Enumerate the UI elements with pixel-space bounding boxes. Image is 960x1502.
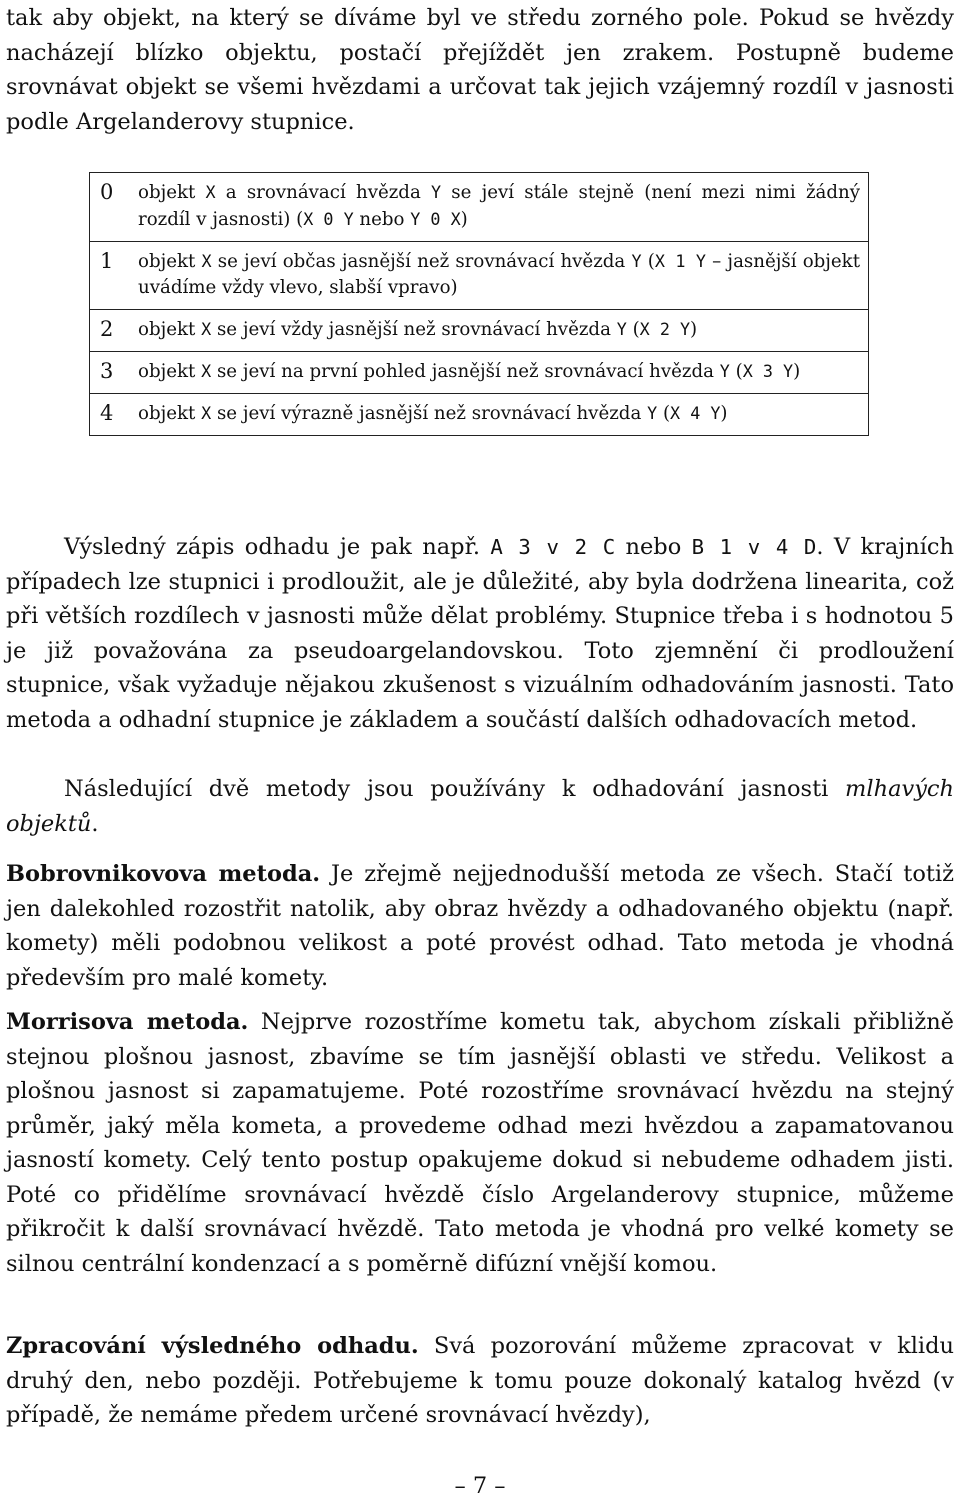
- text-run: (: [626, 319, 640, 340]
- text-run: se jeví výrazně jasnější než srovnávací hvězda: [211, 403, 648, 424]
- code-text: X 2 Y: [639, 319, 691, 339]
- code-text: X: [205, 182, 216, 202]
- text-run: (: [657, 403, 671, 424]
- code-text: X: [201, 403, 212, 423]
- text-run: se jeví na první pohled jasnější než srovnávací hvězda: [211, 361, 720, 382]
- text-run: nebo: [615, 534, 692, 560]
- page-number: – 7 –: [454, 1473, 506, 1499]
- text-run: se jeví občas jasnější než srovnávací hvězda: [211, 251, 632, 272]
- text-run: nebo: [353, 209, 411, 230]
- text-run: objekt: [138, 403, 202, 424]
- scale-step-description: [130, 173, 869, 242]
- table-row: [90, 310, 869, 352]
- code-text: X 4 Y: [670, 403, 721, 423]
- scale-step-description: [130, 242, 869, 310]
- scale-step-number: 3: [90, 352, 131, 394]
- scale-step-description: [130, 394, 869, 436]
- text-run: Následující dvě metody jsou používány k odhadování jasnosti: [64, 776, 846, 802]
- scale-step-number: 2: [90, 310, 131, 352]
- text-run: Nejprve rozostříme kometu tak, abychom získali přibližně stejnou plošnou jasnost, zbavíme se tím jasnější oblasti ve středu. Velikost a plošnou jasnost si zapamatujeme. Poté rozostříme srovnávací hvězdu na stejný průměr, jaký měla kometa, a provedeme odhad mezi hvězdou a zapamatovanou jasností komety. Celý tento postup opakujeme dokud si nebudeme odhadem jisti. Poté co přidělíme srovnávací hvězdě číslo Argelanderovy stupnice, můžeme přikročit k další srovnávací hvězdě. Tato metoda je vhodná pro velké komety se silnou centrální kondenzací a s poměrně difúzní vnější komou.: [6, 1009, 954, 1277]
- table-row: [90, 242, 869, 310]
- methods-intro-paragraph: [6, 772, 954, 841]
- code-text: Y: [616, 319, 627, 339]
- code-text: B 1 v 4 D: [691, 535, 817, 559]
- text-run: ): [793, 361, 801, 382]
- text-run: – jasnější objekt uvádíme vždy vlevo, slabší vpravo): [138, 251, 861, 298]
- text-run: objekt: [138, 361, 202, 382]
- text-run: Svá pozorování můžeme zpracovat v klidu druhý den, nebo později. Potřebujeme k tomu pouze dokonalý katalog hvězd (v případě, že nemáme předem určené srovnávací hvězdy),: [6, 1333, 955, 1428]
- argelander-scale-table: [89, 172, 869, 436]
- processing-paragraph: [6, 1329, 954, 1433]
- bobrovnikov-method-paragraph: [6, 857, 954, 995]
- text-run: (: [641, 251, 655, 272]
- code-text: Y 0 X: [410, 209, 461, 229]
- text-run: .: [91, 810, 99, 837]
- text-run: objekt: [138, 182, 206, 203]
- table-row: [90, 173, 869, 242]
- text-run: Výsledný zápis odhadu je pak např.: [64, 534, 491, 560]
- text-run: . V krajních případech lze stupnici i prodloužit, ale je důležité, aby byla dodržena linearita, což při větších rozdílech v jasnosti může dělat problémy. Stupnice třeba i s hodnotou 5 je již považována za pseudoargelandovskou. Toto zjemnění či prodloužení stupnice, však vyžaduje nějakou zkušenost s vizuálním odhadováním jasnosti. Tato metoda a odhadní stupnice je základem a součástí dalších odhadovacích metod.: [6, 534, 955, 733]
- code-text: Y: [719, 361, 730, 381]
- text-run: (: [729, 361, 743, 382]
- text-run: objekt: [138, 319, 202, 340]
- text-run: objekt: [138, 251, 202, 272]
- code-text: X 3 Y: [742, 361, 794, 381]
- scale-step-number: 0: [100, 180, 114, 204]
- text-run: ): [460, 209, 468, 230]
- text-run: ): [720, 403, 728, 424]
- table-row: [90, 394, 869, 436]
- code-text: X 1 Y: [654, 251, 706, 271]
- text-run: ): [690, 319, 698, 340]
- scale-step-number: 4: [90, 394, 131, 436]
- code-text: X: [201, 319, 212, 339]
- code-text: Y: [431, 182, 442, 202]
- text-run: a srovnávací hvězda: [215, 182, 431, 203]
- section-heading: Zpracování výsledného odhadu.: [6, 1333, 419, 1359]
- code-text: X: [201, 251, 212, 271]
- scale-step-description: [130, 310, 869, 352]
- section-heading: Morrisova metoda.: [6, 1009, 249, 1035]
- text-run: se jeví vždy jasnější než srovnávací hvězda: [211, 319, 617, 340]
- text-run: Je zřejmě nejjednodušší metoda ze všech. Stačí totiž jen dalekohled rozostřit natolik, aby obraz hvězdy a odhadovaného objektu (např. komety) měli podobnou velikost a poté provést odhad. Tato metoda je vhodná především pro malé komety.: [6, 861, 954, 991]
- code-text: X 0 Y: [303, 209, 354, 229]
- code-text: Y: [631, 251, 642, 271]
- code-text: A 3 v 2 C: [490, 535, 616, 559]
- code-text: Y: [647, 403, 658, 423]
- emphasis-text: mlhavých objektů: [6, 776, 954, 837]
- text-run: se jeví stále stejně (není mezi nimi žádný rozdíl v jasnosti) (: [138, 182, 861, 230]
- section-heading: Bobrovnikovova metoda.: [6, 861, 321, 887]
- scale-step-description: [130, 352, 869, 394]
- code-text: X: [201, 361, 212, 381]
- morris-method-paragraph: [6, 1005, 954, 1281]
- table-row: [90, 352, 869, 394]
- intro-paragraph: [6, 1, 954, 139]
- result-notation-paragraph: [6, 530, 954, 737]
- text-run: tak aby objekt, na který se díváme byl ve středu zorného pole. Pokud se hvězdy nacházejí blízko objektu, postačí přejíždět jen zrakem. Postupně budeme srovnávat objekt se všemi hvězdami a určovat tak jejich vzájemný rozdíl v jasnosti podle Argelanderovy stupnice.: [6, 5, 954, 135]
- scale-step-number: 1: [90, 242, 131, 310]
